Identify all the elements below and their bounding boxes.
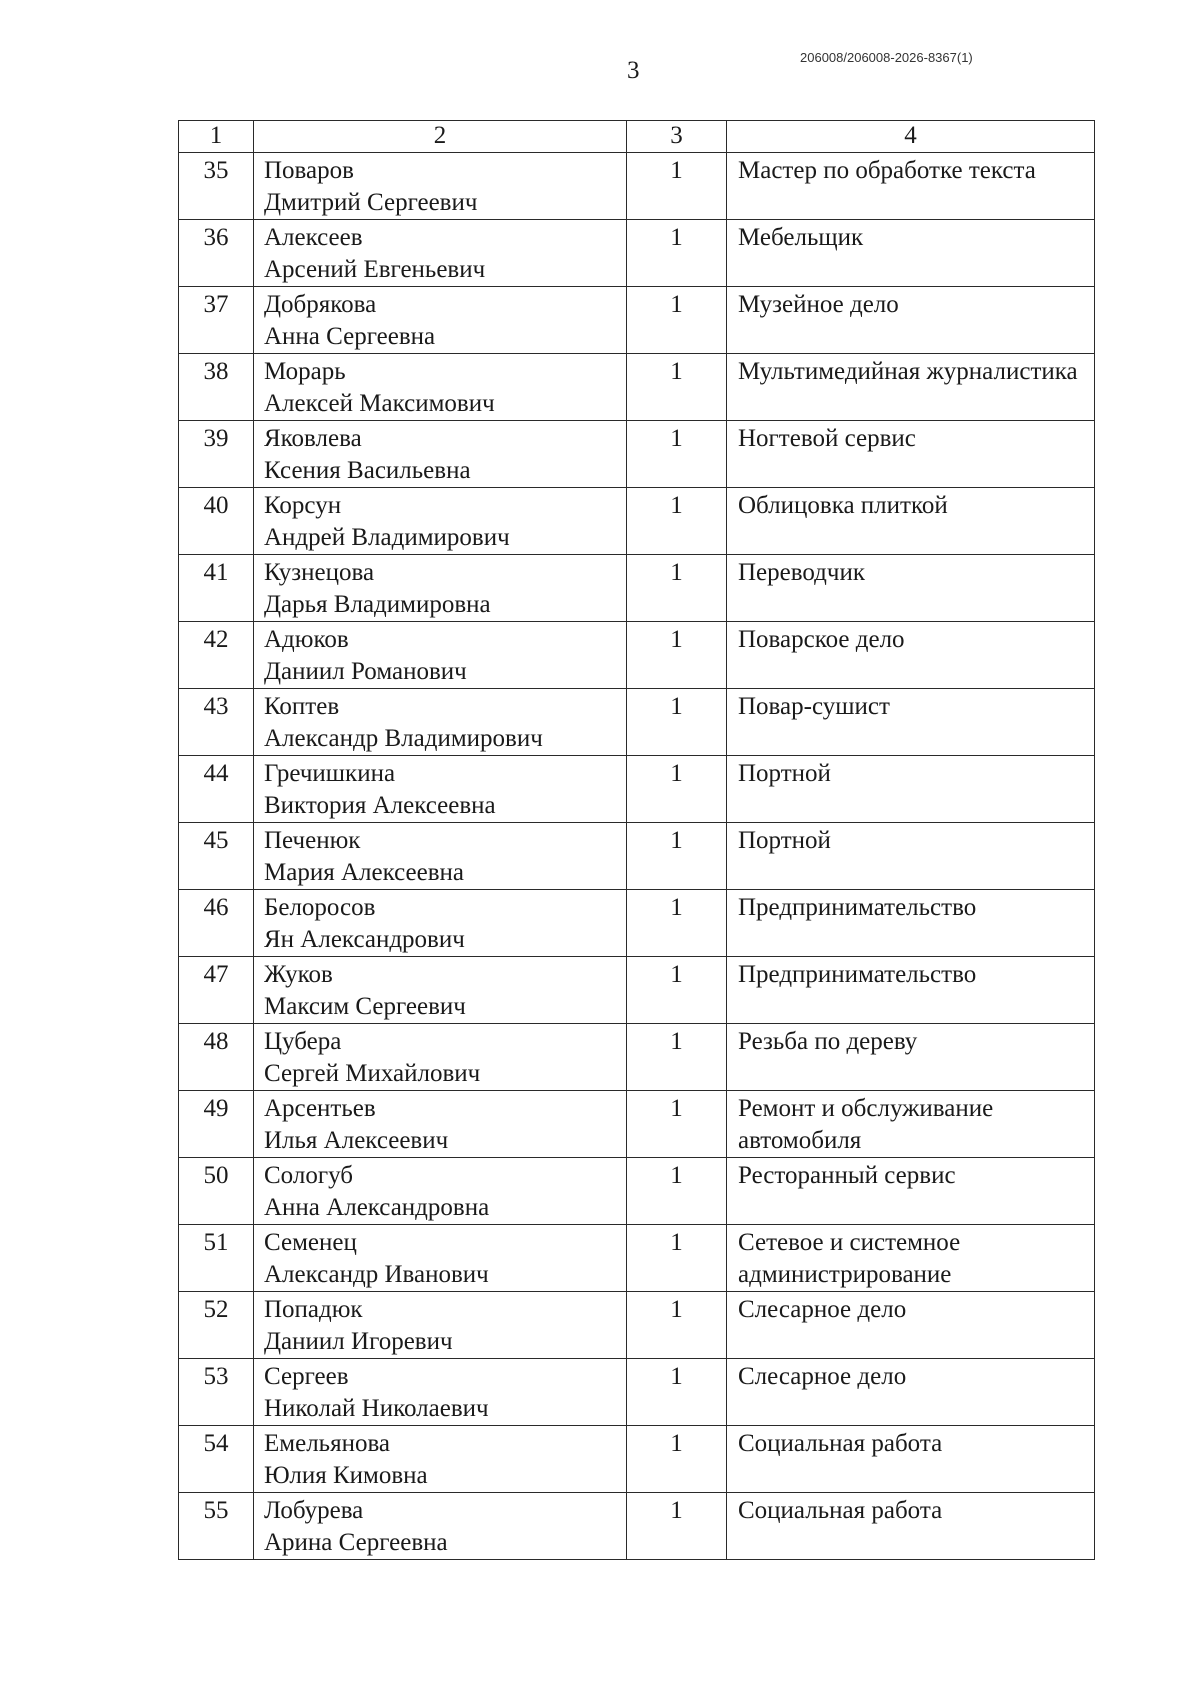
row-quantity: 1: [627, 1426, 727, 1493]
table-row: [179, 1024, 1095, 1091]
competency-text: Портной: [738, 760, 831, 787]
row-number: 39: [179, 421, 254, 488]
table-body: [179, 153, 1095, 1560]
participant-given-names: Ян Александрович: [264, 926, 465, 953]
table-row: [179, 1292, 1095, 1359]
participant-surname: Емельянова: [264, 1430, 391, 1457]
competency-name: [727, 1225, 1095, 1292]
row-number: 40: [179, 488, 254, 555]
row-quantity: 1: [627, 1091, 727, 1158]
participant-name: [254, 1158, 627, 1225]
row-quantity: 1: [627, 622, 727, 689]
header-col-3: 3: [627, 121, 727, 153]
participant-given-names: Арсений Евгеньевич: [264, 256, 486, 283]
document-code: 206008/206008-2026-8367(1): [800, 50, 973, 65]
row-quantity: 1: [627, 1158, 727, 1225]
participant-name: [254, 555, 627, 622]
participant-surname: Печенюк: [264, 827, 361, 854]
row-quantity: 1: [627, 555, 727, 622]
competency-name: [727, 153, 1095, 220]
competency-text: Предпринимательство: [738, 961, 977, 988]
table-row: [179, 153, 1095, 220]
page-number: 3: [627, 57, 640, 84]
competency-text: Ногтевой сервис: [738, 425, 916, 452]
row-quantity: 1: [627, 1225, 727, 1292]
participant-given-names: Александр Владимирович: [264, 725, 543, 752]
participant-surname: Жуков: [264, 961, 333, 988]
table-row: [179, 622, 1095, 689]
competency-name: [727, 220, 1095, 287]
participants-table: [178, 120, 1095, 1560]
participant-given-names: Алексей Максимович: [264, 390, 495, 417]
row-number: 45: [179, 823, 254, 890]
participant-name: [254, 1426, 627, 1493]
row-quantity: 1: [627, 1359, 727, 1426]
participant-surname: Корсун: [264, 492, 342, 519]
competency-text: Мебельщик: [738, 224, 864, 251]
row-quantity: 1: [627, 1292, 727, 1359]
competency-name: [727, 1292, 1095, 1359]
row-quantity: 1: [627, 354, 727, 421]
row-quantity: 1: [627, 220, 727, 287]
participant-name: [254, 1024, 627, 1091]
participant-surname: Адюков: [264, 626, 349, 653]
row-number: 55: [179, 1493, 254, 1560]
participant-given-names: Илья Алексеевич: [264, 1127, 449, 1154]
participant-name: [254, 354, 627, 421]
participant-given-names: Анна Сергеевна: [264, 323, 436, 350]
row-number: 41: [179, 555, 254, 622]
competency-text: Предпринимательство: [738, 894, 977, 921]
competency-text: Музейное дело: [738, 291, 899, 318]
participant-given-names: Анна Александровна: [264, 1194, 490, 1221]
competency-text: Облицовка плиткой: [738, 492, 948, 519]
participant-surname: Белоросов: [264, 894, 376, 921]
table-row: [179, 354, 1095, 421]
row-number: 46: [179, 890, 254, 957]
row-number: 38: [179, 354, 254, 421]
competency-text: Резьба по дереву: [738, 1028, 918, 1055]
row-number: 54: [179, 1426, 254, 1493]
participant-surname: Кузнецова: [264, 559, 375, 586]
participant-surname: Арсентьев: [264, 1095, 376, 1122]
competency-text: Повар-сушист: [738, 693, 890, 720]
table-row: [179, 220, 1095, 287]
table-row: [179, 1426, 1095, 1493]
competency-name: [727, 421, 1095, 488]
table-row: [179, 890, 1095, 957]
participant-name: [254, 287, 627, 354]
participant-given-names: Даниил Игоревич: [264, 1328, 453, 1355]
row-quantity: 1: [627, 153, 727, 220]
competency-text: Поварское дело: [738, 626, 905, 653]
competency-name: [727, 823, 1095, 890]
competency-name: [727, 1091, 1095, 1158]
participant-name: [254, 1091, 627, 1158]
competency-text: Мультимедийная журналистика: [738, 358, 1078, 385]
participant-name: [254, 689, 627, 756]
table-row: [179, 957, 1095, 1024]
participant-given-names: Андрей Владимирович: [264, 524, 510, 551]
header-col-2: 2: [254, 121, 627, 153]
row-number: 47: [179, 957, 254, 1024]
row-quantity: 1: [627, 957, 727, 1024]
competency-name: [727, 957, 1095, 1024]
row-number: 52: [179, 1292, 254, 1359]
competency-name: [727, 689, 1095, 756]
row-number: 49: [179, 1091, 254, 1158]
participant-surname: Лобурева: [264, 1497, 364, 1524]
participant-name: [254, 153, 627, 220]
participant-given-names: Дмитрий Сергеевич: [264, 189, 478, 216]
row-quantity: 1: [627, 689, 727, 756]
row-number: 48: [179, 1024, 254, 1091]
participant-given-names: Мария Алексеевна: [264, 859, 464, 886]
participant-given-names: Виктория Алексеевна: [264, 792, 496, 819]
participant-name: [254, 890, 627, 957]
competency-name: [727, 354, 1095, 421]
participant-name: [254, 1359, 627, 1426]
table-row: [179, 287, 1095, 354]
competency-name: [727, 756, 1095, 823]
table-row: [179, 823, 1095, 890]
row-quantity: 1: [627, 488, 727, 555]
row-quantity: 1: [627, 421, 727, 488]
row-number: 37: [179, 287, 254, 354]
competency-name: [727, 1024, 1095, 1091]
table-row: [179, 689, 1095, 756]
header-row: [179, 121, 1095, 153]
participant-name: [254, 957, 627, 1024]
table-row: [179, 488, 1095, 555]
participant-surname: Добрякова: [264, 291, 377, 318]
table-row: [179, 555, 1095, 622]
participant-surname: Семенец: [264, 1229, 357, 1256]
table-row: [179, 1493, 1095, 1560]
competency-text: Мастер по обработке текста: [738, 157, 1036, 184]
row-quantity: 1: [627, 756, 727, 823]
competency-name: [727, 1493, 1095, 1560]
participant-surname: Коптев: [264, 693, 340, 720]
table-row: [179, 421, 1095, 488]
participant-surname: Морарь: [264, 358, 346, 385]
participant-surname: Сергеев: [264, 1363, 349, 1390]
row-number: 36: [179, 220, 254, 287]
participant-surname: Попадюк: [264, 1296, 363, 1323]
competency-text: Переводчик: [738, 559, 865, 586]
participant-name: [254, 756, 627, 823]
table-row: [179, 756, 1095, 823]
competency-name: [727, 622, 1095, 689]
participant-given-names: Дарья Владимировна: [264, 591, 491, 618]
participant-name: [254, 421, 627, 488]
row-quantity: 1: [627, 1024, 727, 1091]
row-number: 53: [179, 1359, 254, 1426]
participant-given-names: Александр Иванович: [264, 1261, 489, 1288]
row-quantity: 1: [627, 287, 727, 354]
participant-name: [254, 488, 627, 555]
header-col-1: 1: [179, 121, 254, 153]
header-col-4: 4: [727, 121, 1095, 153]
participant-given-names: Даниил Романович: [264, 658, 467, 685]
participant-surname: Сологуб: [264, 1162, 353, 1189]
competency-text: Сетевое и системное администрирование: [738, 1229, 961, 1288]
competency-name: [727, 1158, 1095, 1225]
participant-given-names: Николай Николаевич: [264, 1395, 489, 1422]
participant-given-names: Ксения Васильевна: [264, 457, 471, 484]
participant-surname: Поваров: [264, 157, 354, 184]
competency-name: [727, 1426, 1095, 1493]
competency-text: Социальная работа: [738, 1497, 943, 1524]
row-quantity: 1: [627, 890, 727, 957]
participant-surname: Цубера: [264, 1028, 342, 1055]
participant-name: [254, 1225, 627, 1292]
table-row: [179, 1158, 1095, 1225]
competency-name: [727, 555, 1095, 622]
competency-name: [727, 287, 1095, 354]
participant-surname: Гречишкина: [264, 760, 396, 787]
competency-text: Слесарное дело: [738, 1296, 907, 1323]
competency-name: [727, 488, 1095, 555]
competency-text: Ремонт и обслуживание автомобиля: [738, 1095, 994, 1154]
participant-name: [254, 823, 627, 890]
row-number: 44: [179, 756, 254, 823]
competency-text: Портной: [738, 827, 831, 854]
table-row: [179, 1225, 1095, 1292]
competency-text: Ресторанный сервис: [738, 1162, 956, 1189]
participant-given-names: Максим Сергеевич: [264, 993, 466, 1020]
competency-text: Слесарное дело: [738, 1363, 907, 1390]
participant-given-names: Арина Сергеевна: [264, 1529, 448, 1556]
participant-given-names: Сергей Михайлович: [264, 1060, 481, 1087]
row-number: 35: [179, 153, 254, 220]
table-row: [179, 1359, 1095, 1426]
competency-text: Социальная работа: [738, 1430, 943, 1457]
row-quantity: 1: [627, 823, 727, 890]
participant-name: [254, 220, 627, 287]
participant-name: [254, 622, 627, 689]
row-number: 43: [179, 689, 254, 756]
participant-surname: Алексеев: [264, 224, 363, 251]
row-number: 51: [179, 1225, 254, 1292]
table-header: [179, 121, 1095, 153]
participant-given-names: Юлия Кимовна: [264, 1462, 428, 1489]
row-number: 42: [179, 622, 254, 689]
participant-name: [254, 1493, 627, 1560]
row-quantity: 1: [627, 1493, 727, 1560]
table-row: [179, 1091, 1095, 1158]
row-number: 50: [179, 1158, 254, 1225]
competency-name: [727, 1359, 1095, 1426]
participant-name: [254, 1292, 627, 1359]
competency-name: [727, 890, 1095, 957]
participant-surname: Яковлева: [264, 425, 362, 452]
